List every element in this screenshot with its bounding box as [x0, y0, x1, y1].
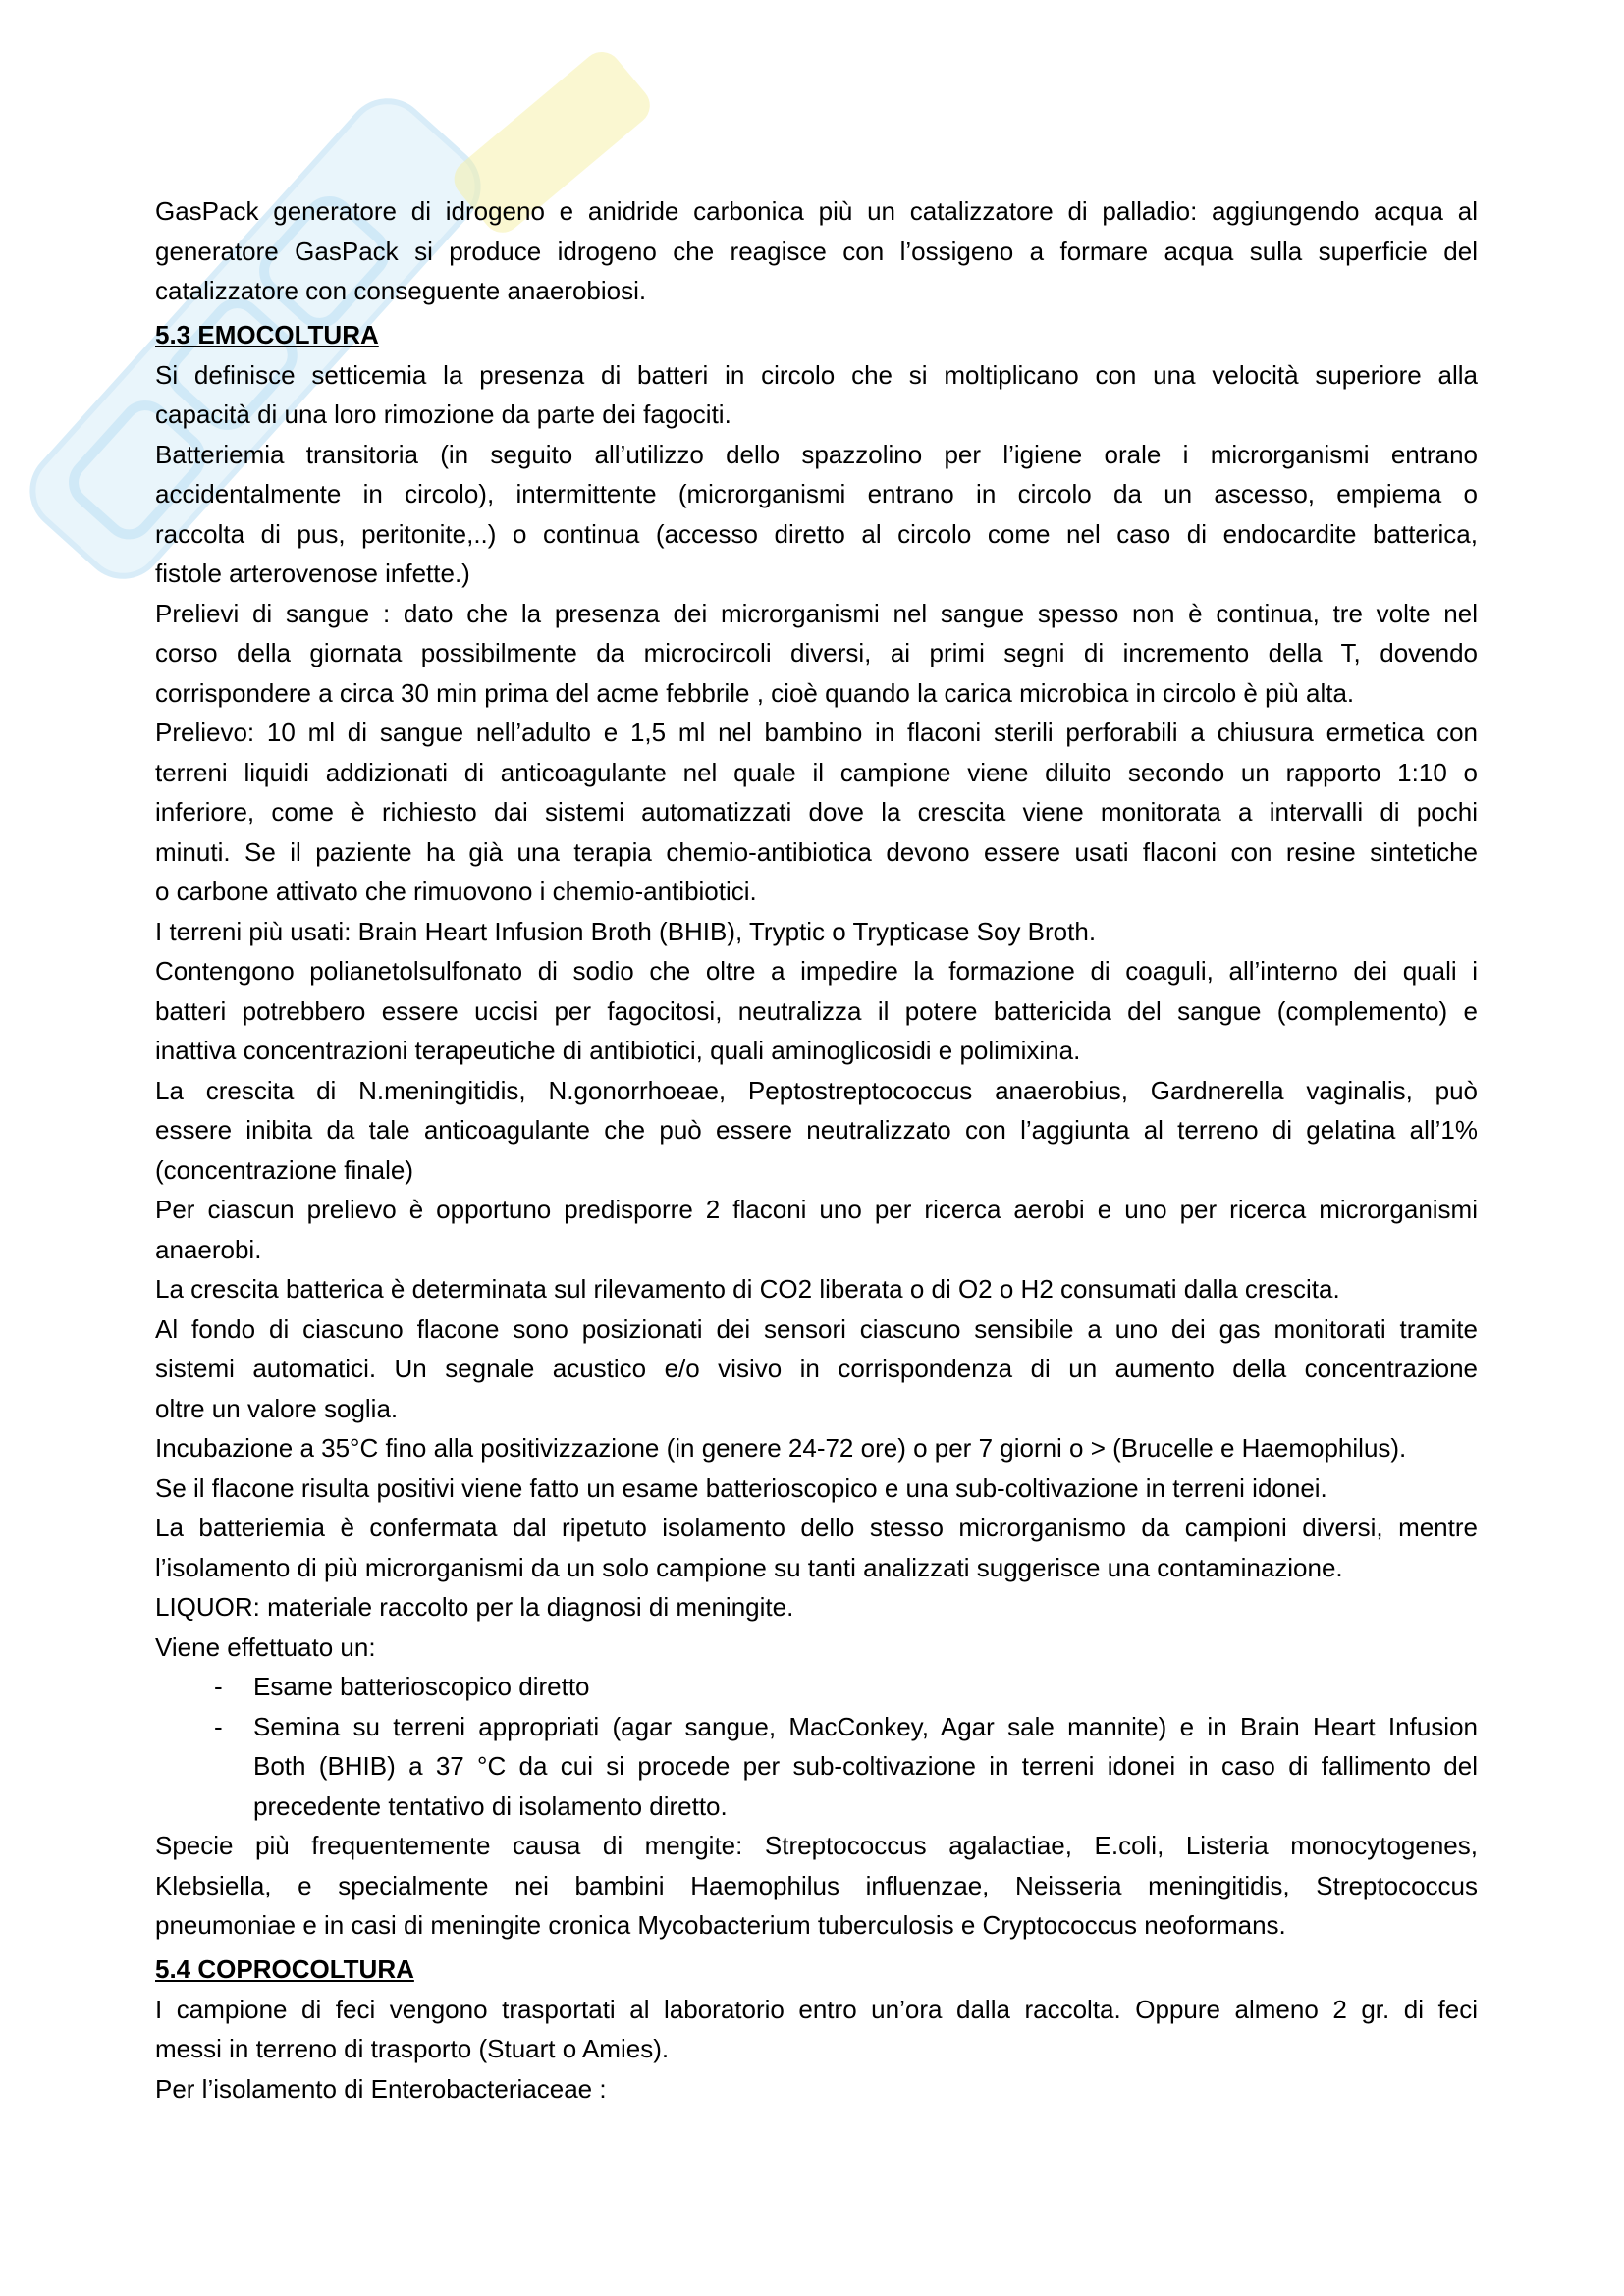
text-line: Contengono polianetolsulfonato di sodio che oltre a impedire la formazione di coaguli, all’interno dei quali i: [155, 956, 1478, 986]
isolamento-paragraph: Per l’isolamento di Enterobacteriaceae :: [155, 2073, 607, 2104]
text-line: minuti. Se il paziente ha già una terapia chemio-antibiotica devono essere usati flaconi con resine sintetiche: [155, 836, 1478, 867]
text-line: raccolta di pus, peritonite,..) o continua (accesso diretto al circolo come nel caso di endocardite batterica,: [155, 518, 1478, 549]
inibizione-paragraph: [155, 1071, 1478, 1191]
procedure-list: [155, 1667, 1478, 1826]
specie-paragraph: [155, 1826, 1478, 1946]
text-line: Prelievi di sangue : dato che la presenza dei microrganismi nel sangue spesso non è continua, tre volte nel: [155, 598, 1478, 628]
text-line: Al fondo di ciascuno flacone sono posizionati dei sensori ciascuno sensibile a uno dei gas monitorati tramite: [155, 1313, 1478, 1344]
text-line: Specie più frequentemente causa di mengite: Streptococcus agalactiae, E.coli, Listeria monocytogenes,: [155, 1831, 1478, 1860]
list-item: [155, 1707, 1478, 1827]
text-line: accidentalmente in circolo), intermittente (microrganismi entrano in circolo da un ascesso, empiema o: [155, 479, 1478, 508]
flaconi-paragraph: [155, 1190, 1478, 1269]
batteriemia-paragraph: [155, 435, 1478, 594]
setticemia-paragraph: [155, 355, 1478, 435]
text-line: Semina su terreni appropriati (agar sangue, MacConkey, Agar sale mannite) e in Brain Heart Infusion: [253, 1711, 1478, 1741]
effettuato-paragraph: Viene effettuato un:: [155, 1631, 376, 1662]
text-line: precedente tentativo di isolamento diretto.: [253, 1790, 728, 1821]
text-line: capacità di una loro rimozione da parte dei fagociti.: [155, 400, 731, 429]
list-item: [155, 1667, 1478, 1707]
incubazione-paragraph: Incubazione a 35°C fino alla positivizzazione (in genere 24-72 ore) o per 7 giorni o > (Brucelle e Haemophilus).: [155, 1433, 1407, 1463]
text-line: generatore GasPack si produce idrogeno che reagisce con l’ossigeno a formare acqua sulla superficie del: [155, 236, 1478, 266]
liquor-paragraph: LIQUOR: materiale raccolto per la diagnosi di meningite.: [155, 1592, 794, 1622]
prelievo-paragraph: [155, 713, 1478, 912]
terreni-paragraph: I terreni più usati: Brain Heart Infusion Broth (BHIB), Tryptic o Trypticase Soy Broth.: [155, 916, 1097, 946]
text-line: (concentrazione finale): [155, 1154, 414, 1185]
text-line: o carbone attivato che rimuovono i chemio-antibiotici.: [155, 877, 757, 906]
text-line: l’isolamento di più microrganismi da un solo campione su tanti analizzati suggerisce una contaminazione.: [155, 1552, 1343, 1582]
prelievi-sangue-paragraph: [155, 594, 1478, 714]
rilevamento-paragraph: La crescita batterica è determinata sul rilevamento di CO2 liberata o di O2 o H2 consumati dalla crescita.: [155, 1274, 1340, 1304]
text-line: corso della giornata possibilmente da microcircoli diversi, ai primi segni di incremento della T, dovendo: [155, 638, 1478, 667]
campione-paragraph: [155, 1990, 1478, 2069]
text-line: Prelievo: 10 ml di sangue nell’adulto e 1,5 ml nel bambino in flaconi sterili perforabili a chiusura ermetica con: [155, 718, 1478, 747]
text-line: sistemi automatici. Un segnale acustico e/o visivo in corrispondenza di un aumento della concentrazione: [155, 1354, 1478, 1383]
section-heading-coprocoltura: 5.4 COPROCOLTURA: [155, 1954, 414, 1984]
section-heading-emocoltura: 5.3 EMOCOLTURA: [155, 320, 379, 349]
text-line: inattiva concentrazioni terapeutiche di antibiotici, quali aminoglicosidi e polimixina.: [155, 1036, 1081, 1065]
text-line: Si definisce setticemia la presenza di batteri in circolo che si moltiplicano con una velocità superiore alla: [155, 359, 1478, 390]
flacone-positivo-paragraph: Se il flacone risulta positivi viene fatto un esame batterioscopico e una sub-coltivazione in terreni idonei.: [155, 1472, 1327, 1503]
text-line: messi in terreno di trasporto (Stuart o Amies).: [155, 2034, 670, 2063]
text-line: Per ciascun prelievo è opportuno predisporre 2 flaconi uno per ricerca aerobi e uno per ricerca microrganismi: [155, 1195, 1478, 1224]
text-line: essere inibita da tale anticoagulante che può essere neutralizzato con l’aggiunta al terreno di gelatina all’1%: [155, 1115, 1478, 1145]
text-line: batteri potrebbero essere uccisi per fagocitosi, neutralizza il potere battericida del sangue (complemento) e: [155, 995, 1478, 1026]
text-line: terreni liquidi addizionati di anticoagulante nel quale il campione viene diluito secondo un rapporto 1:10 o: [155, 757, 1478, 787]
text-line: oltre un valore soglia.: [155, 1393, 399, 1423]
text-line: La batteriemia è confermata dal ripetuto isolamento dello stesso microrganismo da campioni diversi, mentre: [155, 1513, 1478, 1542]
text-line: I campione di feci vengono trasportati al laboratorio entro un’ora dalla raccolta. Oppure almeno 2 gr. di feci: [155, 1994, 1478, 2024]
text-line: La crescita di N.meningitidis, N.gonorrhoeae, Peptostreptococcus anaerobius, Gardnerella vaginalis, può: [155, 1075, 1478, 1105]
text-line: pneumoniae e in casi di meningite cronica Mycobacterium tuberculosis e Cryptococcus neoformans.: [155, 1910, 1286, 1940]
text-line: catalizzatore con conseguente anaerobiosi.: [155, 276, 647, 305]
text-line: Esame batterioscopico diretto: [253, 1672, 590, 1701]
text-line: Batteriemia transitoria (in seguito all’utilizzo dello spazzolino per l’igiene orale i microrganismi entrano: [155, 439, 1478, 469]
conferma-paragraph: [155, 1508, 1478, 1587]
list-marker: -: [214, 1672, 223, 1701]
text-line: inferiore, come è richiesto dai sistemi automatizzati dove la crescita viene monitorata a intervalli di pochi: [155, 797, 1478, 827]
gaspack-paragraph: [155, 191, 1478, 311]
text-line: fistole arterovenose infette.): [155, 559, 470, 588]
text-line: GasPack generatore di idrogeno e anidride carbonica più un catalizzatore di palladio: aggiungendo acqua al: [155, 196, 1478, 226]
text-line: corrispondere a circa 30 min prima del acme febbrile , cioè quando la carica microbica in circolo è più alta.: [155, 677, 1355, 708]
text-line: Both (BHIB) a 37 °C da cui si procede per sub-coltivazione in terreni idonei in caso di fallimento del: [253, 1751, 1478, 1781]
list-marker: -: [214, 1711, 223, 1741]
document-page: [155, 191, 1478, 2109]
sensori-paragraph: [155, 1309, 1478, 1429]
text-line: anaerobi.: [155, 1234, 262, 1264]
anticoagulante-paragraph: [155, 951, 1478, 1071]
text-line: Klebsiella, e specialmente nei bambini Haemophilus influenzae, Neisseria meningitidis, Streptococcus: [155, 1870, 1478, 1900]
